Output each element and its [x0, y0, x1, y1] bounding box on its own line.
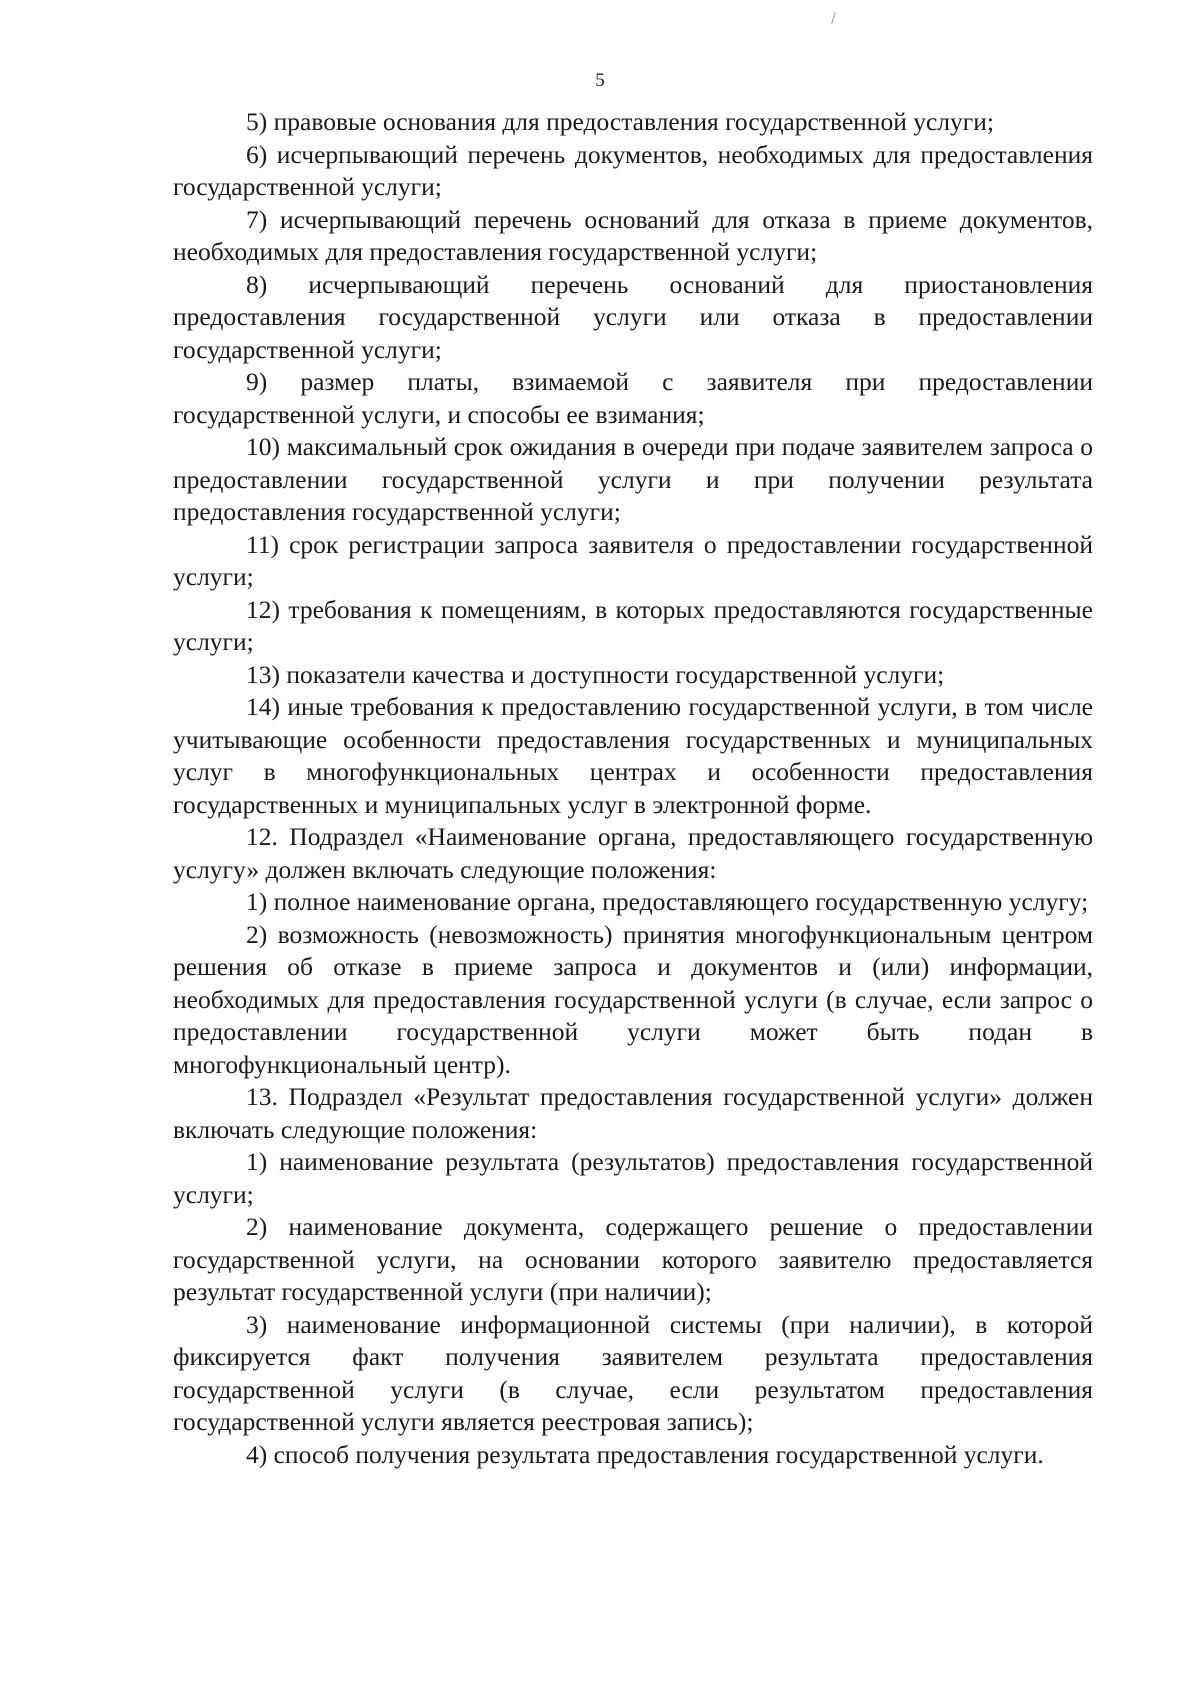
- section-12-item-2: 2) возможность (невозможность) принятия многофункциональным центром решения об отказе в приеме запроса и документов и (или) информации, необходимых для предоставления государственной услуги (в случае, если запрос о предоставлении государственной услуги может быть подан в многофункциональный центр).: [173, 919, 1093, 1079]
- paragraph-item-9: 9) размер платы, взимаемой с заявителя при предоставлении государственной услуги, и способы ее взимания;: [173, 367, 1093, 429]
- section-13-item-1: 1) наименование результата (результатов) предоставления государственной услуги;: [173, 1147, 1093, 1209]
- paragraph-item-8: 8) исчерпывающий перечень оснований для приостановления предоставления государственной услуги или отказа в предоставлении государственной услуги;: [173, 269, 1093, 364]
- section-13-item-4: 4) способ получения результата предоставления государственной услуги.: [246, 1439, 1044, 1469]
- paragraph-item-5: 5) правовые основания для предоставления государственной услуги;: [246, 107, 994, 136]
- section-13-heading-paragraph: 13. Подраздел «Результат предоставления государственной услуги» должен включать следующие положения:: [173, 1082, 1093, 1144]
- scan-mark: [831, 12, 836, 24]
- section-12-heading-paragraph: 12. Подраздел «Наименование органа, предоставляющего государственную услугу» должен включать следующие положения:: [173, 822, 1093, 884]
- paragraph-item-6: 6) исчерпывающий перечень документов, необходимых для предоставления государственной услуги;: [173, 139, 1093, 201]
- section-12-item-1: 1) полное наименование органа, предоставляющего государственную услугу;: [246, 887, 1089, 916]
- paragraph-item-12: 12) требования к помещениям, в которых предоставляются государственные услуги;: [173, 594, 1093, 656]
- paragraph-item-14: 14) иные требования к предоставлению государственной услуги, в том числе учитывающие особенности предоставления государственных и муниципальных услуг в многофункциональных центрах и особенности предоставления государственных и муниципальных услуг в электронной форме.: [173, 692, 1093, 819]
- section-13-item-3: 3) наименование информационной системы (при наличии), в которой фиксируется факт получения заявителем результата предоставления государственной услуги (в случае, если результатом предоставления государственной услуги является реестровая запись);: [173, 1309, 1093, 1436]
- paragraph-item-13: 13) показатели качества и доступности государственной услуги;: [246, 659, 945, 689]
- page-number: 5: [595, 70, 605, 91]
- section-13-item-2: 2) наименование документа, содержащего решение о предоставлении государственной услуги, на основании которого заявителю предоставляется результат государственной услуги (при наличии);: [173, 1212, 1093, 1306]
- paragraph-item-10: 10) максимальный срок ожидания в очереди при подаче заявителем запроса о предоставлении государственной услуги и при получении результата предоставления государственной услуги;: [173, 432, 1093, 526]
- document-body: [173, 106, 1093, 1471]
- paragraph-item-7: 7) исчерпывающий перечень оснований для отказа в приеме документов, необходимых для предоставления государственной услуги;: [173, 204, 1093, 266]
- paragraph-item-11: 11) срок регистрации запроса заявителя о предоставлении государственной услуги;: [173, 529, 1093, 591]
